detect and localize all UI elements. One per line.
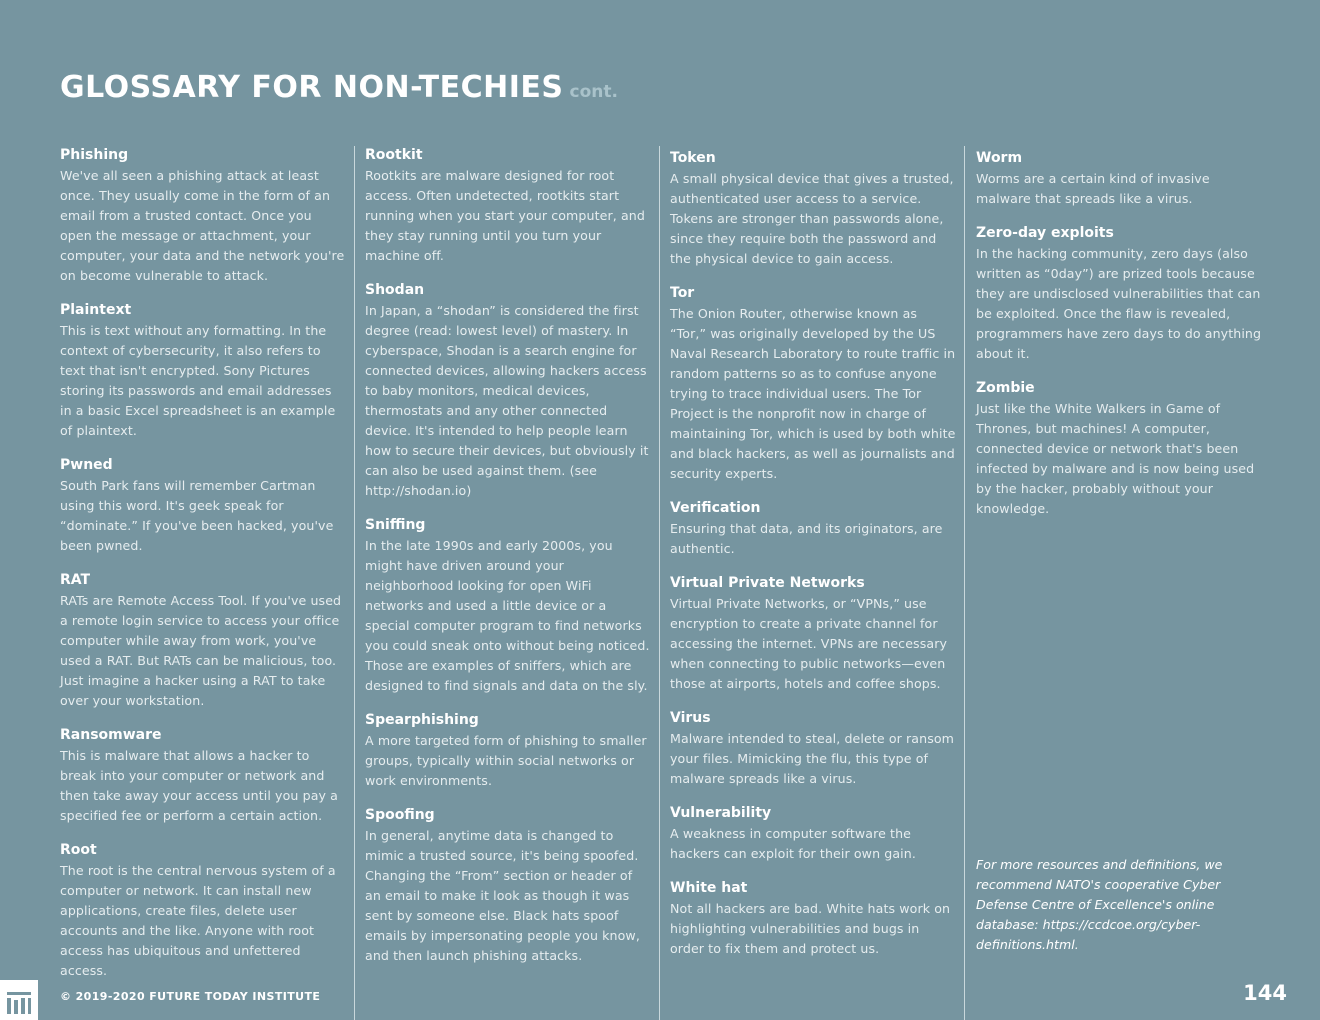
glossary-definition: A weakness in computer software the hackers can exploit for their own gain.: [670, 826, 916, 861]
glossary-term: Tor: [670, 285, 695, 301]
glossary-definition: Not all hackers are bad. White hats work on highlighting vulnerabilities and bugs in order to fix them and protect us.: [670, 901, 951, 956]
glossary-entry: [60, 301, 346, 441]
glossary-definition: In the hacking community, zero days (also written as “0day”) are prized tools because they are undisclosed vulnerabilities that can be exploited. Once the flaw is revealed, programmers have zero days to do anything about it.: [976, 246, 1262, 361]
glossary-definition: Ensuring that data, and its originators, are authentic.: [670, 521, 943, 556]
glossary-definition: The Onion Router, otherwise known as “Tor,” was originally developed by the US Naval Research Laboratory to route traffic in random patterns so as to confuse anyone trying to trace individual users. The Tor Project is the nonprofit now in charge of maintaining Tor, which is used by both white and black hackers, as well as journalists and security experts.: [670, 306, 956, 481]
glossary-entry: [365, 146, 651, 266]
page-title: [60, 70, 618, 105]
glossary-term: Phishing: [60, 147, 129, 163]
glossary-definition: Just like the White Walkers in Game of Thrones, but machines! A computer, connected device or network that's been infected by malware and is now being used by the hacker, probably without your knowledge.: [976, 401, 1255, 516]
glossary-term: Shodan: [365, 282, 425, 298]
glossary-definition: This is text without any formatting. In the context of cybersecurity, it also refers to text that isn't encrypted. Sony Pictures storing its passwords and email addresses in a basic Excel spreadsheet is an example of plaintext.: [60, 323, 336, 438]
glossary-column-3: [670, 149, 956, 974]
glossary-term: White hat: [670, 880, 748, 896]
glossary-entry: [60, 726, 346, 826]
glossary-definition: In Japan, a “shodan” is considered the first degree (read: lowest level) of mastery. In cyberspace, Shodan is a search engine for connected devices, allowing hackers access to baby monitors, medical devices, thermostats and any other connected device. It's intended to help people learn how to secure their devices, but obviously it can also be used against them. (see http://shodan.io): [365, 303, 649, 498]
glossary-term: Worm: [976, 150, 1023, 166]
glossary-term: Zero-day exploits: [976, 225, 1114, 241]
glossary-entry: [60, 571, 346, 711]
glossary-term: Token: [670, 150, 716, 166]
glossary-term: Sniffing: [365, 517, 426, 533]
column-divider: [964, 146, 965, 1020]
glossary-entry: [60, 456, 346, 556]
glossary-entry: [365, 806, 651, 966]
glossary-term: Spearphishing: [365, 712, 479, 728]
glossary-entry: [60, 146, 346, 286]
glossary-entry: [365, 281, 651, 501]
glossary-column-1: [60, 146, 346, 996]
glossary-definition: The root is the central nervous system of a computer or network. It can install new applications, create files, delete user accounts and the like. Anyone with root access has ubiquitous and unfettered access.: [60, 863, 336, 978]
glossary-column-4: [976, 149, 1262, 534]
glossary-definition: A small physical device that gives a trusted, authenticated user access to a service. Tokens are stronger than passwords alone, since they require both the password and the physical device to gain access.: [670, 171, 954, 266]
glossary-definition: Malware intended to steal, delete or ransom your files. Mimicking the flu, this type of malware spreads like a virus.: [670, 731, 955, 786]
copyright-notice: © 2019-2020 FUTURE TODAY INSTITUTE: [60, 990, 321, 1003]
glossary-entry: [976, 224, 1262, 364]
glossary-column-2: [365, 146, 651, 981]
page-number: 144: [1243, 981, 1287, 1005]
glossary-definition: In general, anytime data is changed to mimic a trusted source, it's being spoofed. Changing the “From” section or header of an email to make it look as though it was sent by someone else. Black hats spoof emails by impersonating people you know, and then launch phishing attacks.: [365, 828, 640, 963]
glossary-definition: Virtual Private Networks, or “VPNs,” use encryption to create a private channel for accessing the internet. VPNs are necessary when connecting to public networks—even those at airports, hotels and coffee shops.: [670, 596, 948, 691]
glossary-entry: [670, 149, 956, 269]
glossary-entry: [60, 841, 346, 981]
glossary-entry: [365, 516, 651, 696]
glossary-term: Spoofing: [365, 807, 435, 823]
glossary-definition: This is malware that allows a hacker to break into your computer or network and then take away your access until you pay a specified fee or perform a certain action.: [60, 748, 338, 823]
glossary-entry: [976, 379, 1262, 519]
glossary-entry: [670, 499, 956, 559]
fti-logo-icon: [0, 980, 38, 1020]
title-continued-label: cont.: [569, 82, 618, 102]
glossary-definition: A more targeted form of phishing to smaller groups, typically within social networks or work environments.: [365, 733, 647, 788]
glossary-term: Rootkit: [365, 147, 423, 163]
glossary-definition: In the late 1990s and early 2000s, you might have driven around your neighborhood looking for open WiFi networks and used a little device or a special computer program to find networks you could sneak onto without being noticed. Those are examples of sniffers, which are designed to find signals and data on the sly.: [365, 538, 650, 693]
glossary-definition: Worms are a certain kind of invasive malware that spreads like a virus.: [976, 171, 1210, 206]
glossary-entry: [976, 149, 1262, 209]
glossary-definition: South Park fans will remember Cartman using this word. It's geek speak for “dominate.” If you've been hacked, you've been pwned.: [60, 478, 334, 553]
glossary-definition: RATs are Remote Access Tool. If you've used a remote login service to access your office computer while away from work, you've used a RAT. But RATs can be malicious, too. Just imagine a hacker using a RAT to take over your workstation.: [60, 593, 342, 708]
glossary-term: Virus: [670, 710, 711, 726]
glossary-term: Zombie: [976, 380, 1035, 396]
glossary-entry: [670, 574, 956, 694]
glossary-entry: [670, 879, 956, 959]
glossary-term: Ransomware: [60, 727, 162, 743]
glossary-term: Root: [60, 842, 97, 858]
glossary-term: Virtual Private Networks: [670, 575, 865, 591]
column-divider: [659, 146, 660, 1020]
glossary-entry: [670, 804, 956, 864]
column-divider: [354, 146, 355, 1020]
glossary-entry: [670, 709, 956, 789]
glossary-term: Vulnerability: [670, 805, 772, 821]
resources-footnote: For more resources and definitions, we recommend NATO's cooperative Cyber Defense Centre of Excellence's online database: https://ccdcoe.org/cyber-definitions.html.: [976, 857, 1223, 952]
glossary-term: Plaintext: [60, 302, 132, 318]
glossary-entry: [670, 284, 956, 484]
glossary-definition: Rootkits are malware designed for root access. Often undetected, rootkits start running when you start your computer, and they stay running until you turn your machine off.: [365, 168, 645, 263]
glossary-term: Verification: [670, 500, 761, 516]
glossary-definition: We've all seen a phishing attack at least once. They usually come in the form of an email from a trusted contact. Once you open the message or attachment, your computer, your data and the network you're on become vulnerable to attack.: [60, 168, 345, 283]
glossary-term: RAT: [60, 572, 91, 588]
glossary-term: Pwned: [60, 457, 113, 473]
page-title-text: GLOSSARY FOR NON-TECHIES: [60, 70, 564, 105]
glossary-entry: [365, 711, 651, 791]
